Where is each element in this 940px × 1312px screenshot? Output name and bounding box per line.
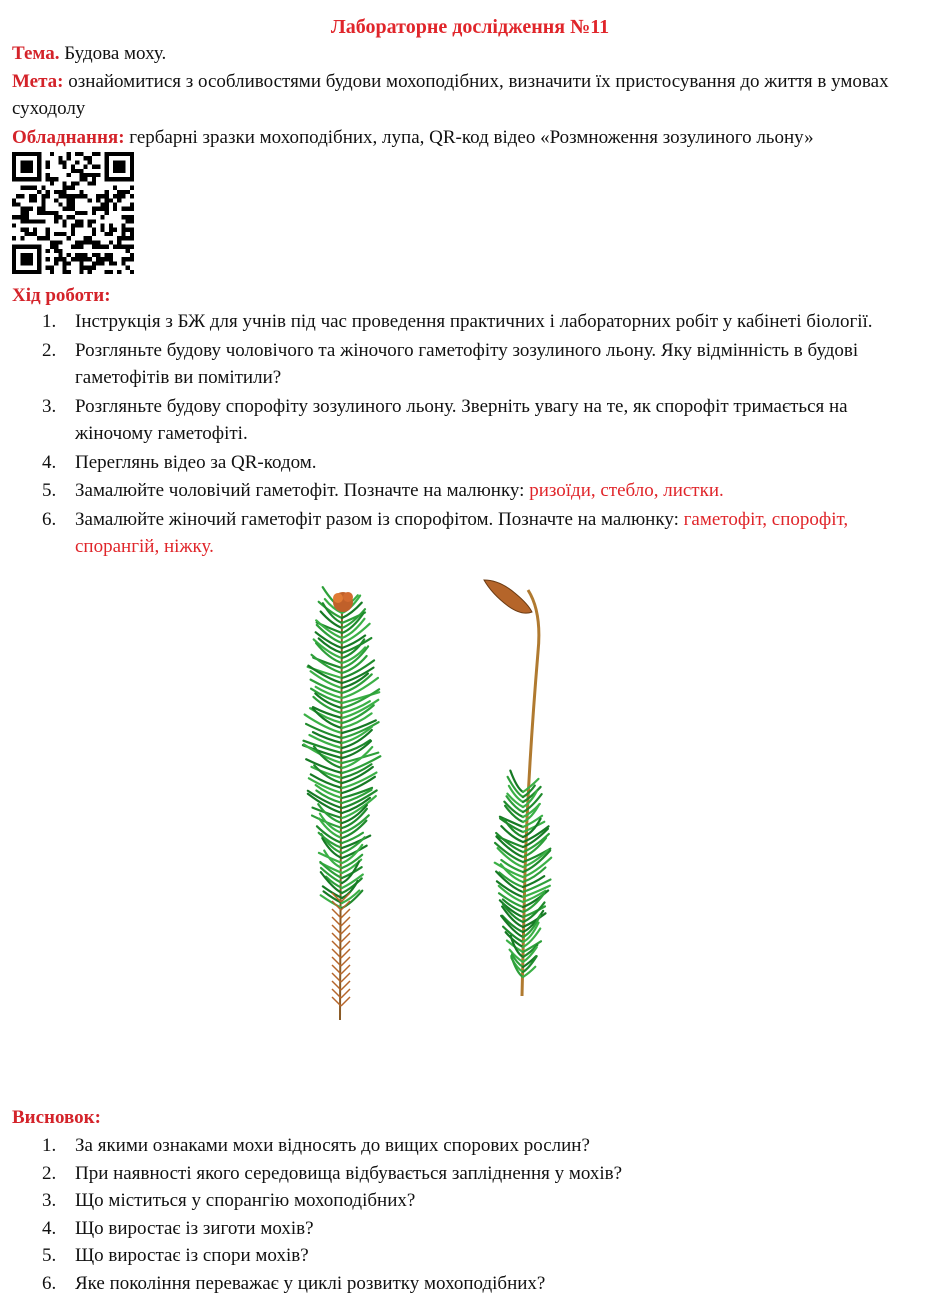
- question-number: 5.: [42, 1245, 57, 1266]
- conclusion-question: [0, 1132, 930, 1160]
- conclusion-question: [0, 1270, 930, 1298]
- moss-illustration: [280, 572, 580, 1028]
- topic-label: Тема.: [12, 43, 60, 64]
- question-text: При наявності якого середовища відбувається запліднення у мохів?: [75, 1162, 623, 1184]
- question-number: 2.: [42, 1162, 57, 1184]
- procedure-step: [0, 506, 930, 561]
- step-text: Розгляньте будову чоловічого та жіночого гаметофіту зозулиного льону. Яку відмінність в будові гаметофітів ви помітили?: [75, 339, 859, 388]
- conclusion-question: [0, 1242, 930, 1270]
- conclusion-heading: [12, 1104, 924, 1131]
- step-number: 2.: [42, 339, 57, 361]
- procedure-step: [0, 393, 930, 448]
- goal-label: Мета:: [12, 71, 64, 92]
- procedure-heading: [12, 282, 924, 309]
- step-text: Замалюйте чоловічий гаметофіт. Позначте на малюнку:: [75, 480, 530, 501]
- procedure-label: Хід роботи:: [12, 285, 111, 306]
- conclusion-label: Висновок:: [12, 1107, 101, 1128]
- procedure-step: [0, 449, 930, 477]
- conclusion-question: [0, 1215, 930, 1243]
- topic-text: Будова моху.: [59, 43, 167, 64]
- equipment-text: гербарні зразки мохоподібних, лупа, QR-код відео «Розмноження зозулиного льону»: [124, 127, 814, 148]
- conclusion-question: [0, 1160, 930, 1188]
- step-text: Інструкція з БЖ для учнів під час проведення практичних і лабораторних робіт у кабінеті біології.: [75, 311, 873, 332]
- goal-line: [12, 68, 924, 122]
- question-text: Яке покоління переважає у циклі розвитку мохоподібних?: [75, 1272, 546, 1294]
- qr-code[interactable]: [12, 152, 134, 274]
- step-number: 3.: [42, 395, 57, 417]
- step-text: Розгляньте будову спорофіту зозулиного льону. Зверніть увагу на те, як спорофіт тримається на жіночому гаметофіті.: [75, 395, 848, 444]
- question-text: Що виростає із зиготи мохів?: [75, 1217, 314, 1239]
- step-number: 1.: [42, 311, 57, 332]
- question-text: За якими ознаками мохи відносять до вищих спорових рослин?: [75, 1135, 590, 1156]
- equipment-label: Обладнання:: [12, 127, 125, 148]
- step-number: 5.: [42, 480, 57, 501]
- goal-text: ознайомитися з особливостями будови мохоподібних, визначити їх пристосування до життя в умовах суходолу: [12, 71, 889, 119]
- equipment-line: [12, 124, 924, 151]
- procedure-step: [0, 337, 930, 392]
- question-number: 6.: [42, 1272, 57, 1294]
- step-number: 6.: [42, 508, 57, 530]
- procedure-steps-list: [0, 308, 930, 562]
- topic-line: [12, 40, 924, 67]
- conclusion-questions-list: [0, 1132, 930, 1297]
- question-text: Що виростає із спори мохів?: [75, 1245, 309, 1266]
- male-gametophyte-drawing: [303, 587, 380, 1020]
- question-number: 3.: [42, 1190, 57, 1211]
- conclusion-question: [0, 1187, 930, 1215]
- step-highlight: гаметофіт, спорофіт, спорангій, ніжку.: [75, 508, 849, 557]
- question-text: Що міститься у спорангію мохоподібних?: [75, 1190, 416, 1211]
- step-number: 4.: [42, 451, 57, 473]
- page-title: Лабораторне дослідження №11: [330, 16, 610, 38]
- female-gametophyte-with-sporophyte-drawing: [484, 580, 551, 996]
- question-number: 1.: [42, 1135, 57, 1156]
- step-text: Замалюйте жіночий гаметофіт разом із спорофітом. Позначте на малюнку:: [75, 508, 684, 530]
- procedure-step: [0, 477, 930, 505]
- procedure-step: [0, 308, 930, 336]
- question-number: 4.: [42, 1217, 57, 1239]
- step-text: Переглянь відео за QR-кодом.: [75, 451, 317, 473]
- step-highlight: ризоїди, стебло, листки.: [529, 480, 724, 501]
